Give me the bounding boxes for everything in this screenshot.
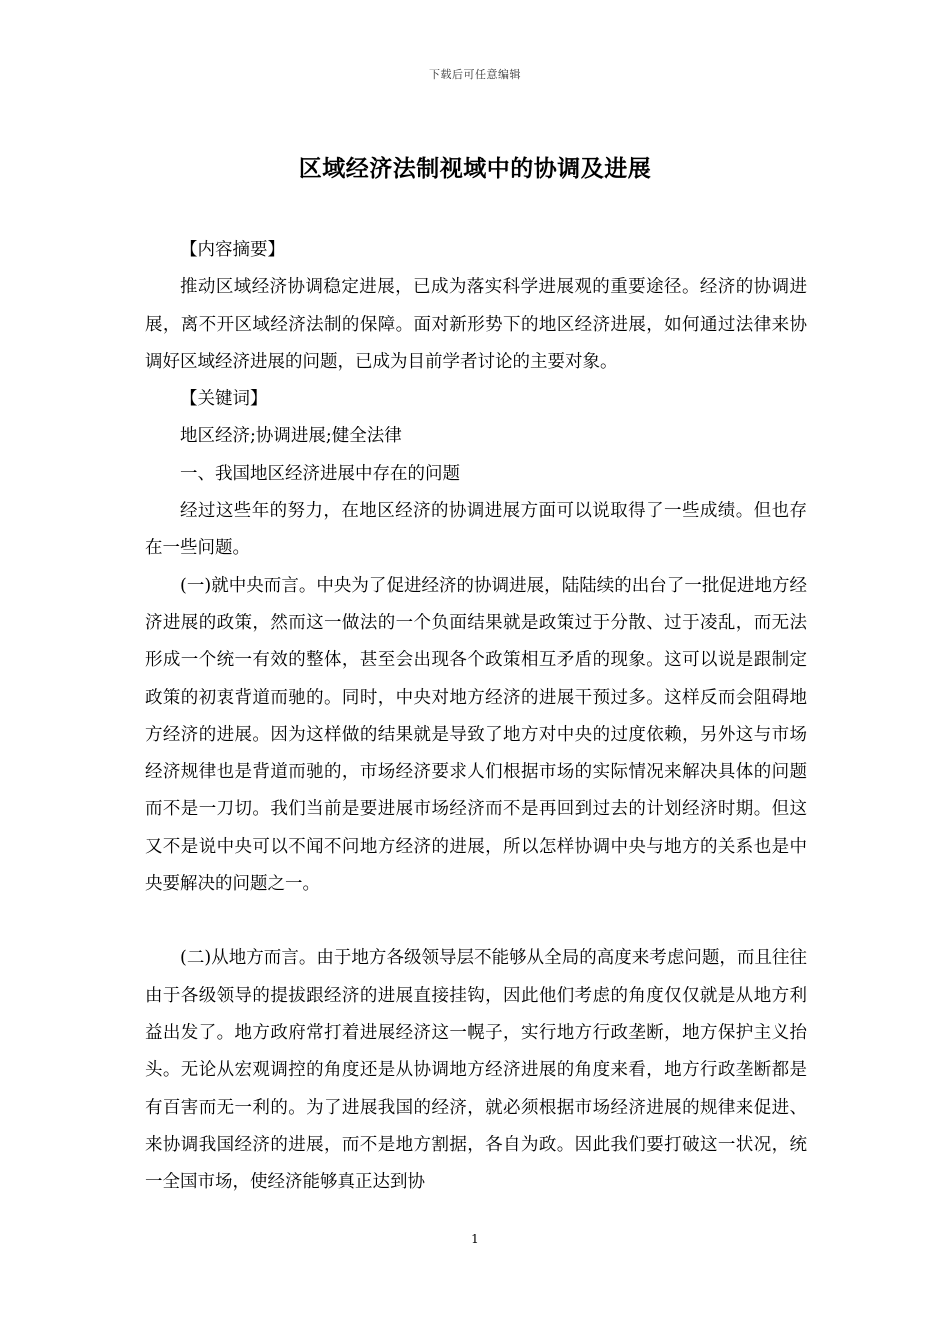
document-body — [145, 232, 807, 1201]
body-paragraph: 经过这些年的努力，在地区经济的协调进展方面可以说取得了一些成绩。但也存在一些问题。 — [145, 501, 807, 559]
abstract-paragraph: 推动区域经济协调稳定进展，已成为落实科学进展观的重要途径。经济的协调进展，离不开区域经济法制的保障。面对新形势下的地区经济进展，如何通过法律来协调好区域经济进展的问题，已成为目前学者讨论的主要对象。 — [145, 277, 807, 372]
keywords-paragraph: 地区经济;协调进展;健全法律 — [180, 426, 402, 447]
body-paragraph: (一)就中央而言。中央为了促进经济的协调进展，陆陆续的出台了一批促进地方经济进展的政策，然而这一做法的一个负面结果就是政策过于分散、过于凌乱，而无法形成一个统一有效的整体，甚至会出现各个政策相互矛盾的现象。这可以说是跟制定政策的初衷背道而驰的。同时，中央对地方经济的进展干预过多。这样反而会阻碍地方经济的进展。因为这样做的结果就是导致了地方对中央的过度依赖，另外这与市场经济规律也是背道而驰的，市场经济要求人们根据市场的实际情况来解决具体的问题而不是一刀切。我们当前是要进展市场经济而不是再回到过去的计划经济时期。但这又不是说中央可以不闻不问地方经济的进展，所以怎样协调中央与地方的关系也是中央要解决的问题之一。 — [145, 575, 807, 895]
document-title: 区域经济法制视域中的协调及进展 — [298, 156, 652, 182]
page-number: 1 — [471, 1232, 479, 1246]
abstract-heading: 【内容摘要】 — [180, 240, 285, 260]
keywords-heading: 【关键词】 — [180, 389, 268, 410]
section-heading: 一、我国地区经济进展中存在的问题 — [180, 463, 460, 484]
page-header-note: 下载后可任意编辑 — [429, 68, 521, 81]
body-paragraph: (二)从地方而言。由于地方各级领导层不能够从全局的高度来考虑问题，而且往往由于各级领导的提拔跟经济的进展直接挂钩，因此他们考虑的角度仅仅就是从地方利益出发了。地方政府常打着进展经济这一幌子，实行地方行政垄断，地方保护主义抬头。无论从宏观调控的角度还是从协调地方经济进展的角度来看，地方行政垄断都是有百害而无一利的。为了进展我国的经济，就必须根据市场经济进展的规律来促进、来协调我国经济的进展，而不是地方割据，各自为政。因此我们要打破这一状况，统一全国市场，使经济能够真正达到协 — [145, 948, 807, 1193]
